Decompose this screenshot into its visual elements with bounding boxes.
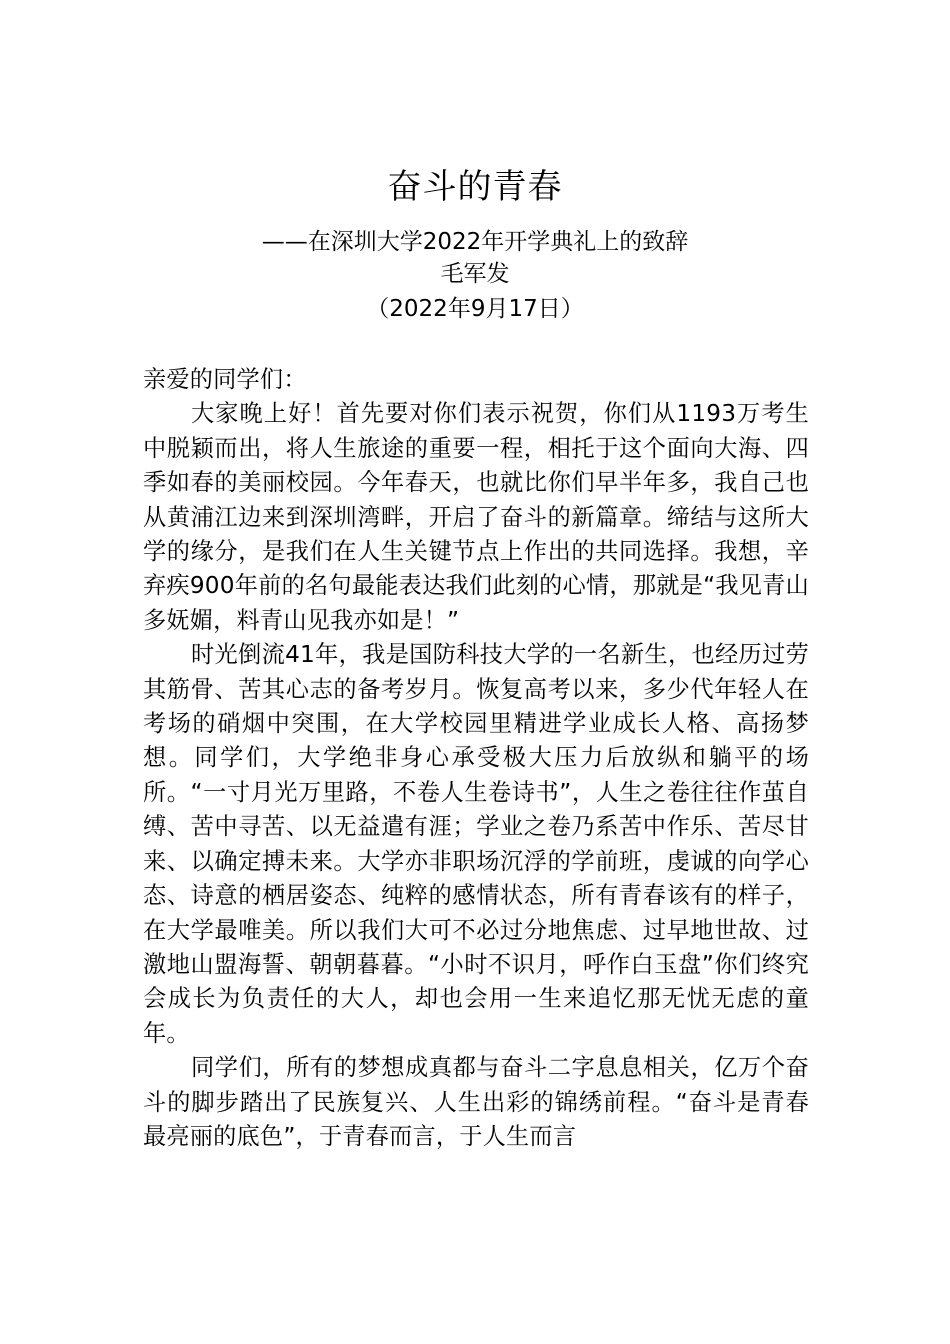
document-subtitle: ——在深圳大学2022年开学典礼上的致辞 xyxy=(261,229,689,255)
paragraph: 时光倒流41年，我是国防科技大学的一名新生，也经历过劳其筋骨、苦其心志的备考岁月。恢复高考以来，多少代年轻人在考场的硝烟中突围，在大学校园里精进学业成长人格、高扬梦想。同学们，大学绝非身心承受极大压力后放纵和躺平的场所。“一寸月光万里路，不卷人生卷诗书”，人生之卷往往作茧自缚、苦中寻苦、以无益遣有涯；学业之卷乃系苦中作乐、苦尽甘来、以确定搏未来。大学亦非职场沉浮的学前班，虔诚的向学心态、诗意的栖居姿态、纯粹的感情状态，所有青春该有的样子，在大学最唯美。所以我们大可不必过分地焦虑、过早地世故、过激地山盟海誓、朝朝暮暮。“小时不识月，呼作白玉盘”你们终究会成长为负责任的大人，却也会用一生来追忆那无忧无虑的童年。 xyxy=(143,641,809,1047)
document-title: 奋斗的青春 xyxy=(387,167,563,207)
speech-body xyxy=(143,363,809,1154)
paragraph: 同学们，所有的梦想成真都与奋斗二字息息相关，亿万个奋斗的脚步踏出了民族复兴、人生出彩的锦绣前程。“奋斗是青春最亮丽的底色”，于青春而言，于人生而言 xyxy=(143,1054,809,1150)
salutation: 亲爱的同学们： xyxy=(143,366,307,393)
speech-date: （2022年9月17日） xyxy=(366,296,584,322)
author-name: 毛军发 xyxy=(440,261,510,287)
paragraph: 大家晚上好！首先要对你们表示祝贺，你们从1193万考生中脱颖而出，将人生旅途的重要一程，相托于这个面向大海、四季如春的美丽校园。今年春天，也就比你们早半年多，我自己也从黄浦江边来到深圳湾畔，开启了奋斗的新篇章。缔结与这所大学的缘分，是我们在人生关键节点上作出的共同选择。我想，辛弃疾900年前的名句最能表达我们此刻的心情，那就是“我见青山多妩媚，料青山见我亦如是！” xyxy=(143,400,809,634)
